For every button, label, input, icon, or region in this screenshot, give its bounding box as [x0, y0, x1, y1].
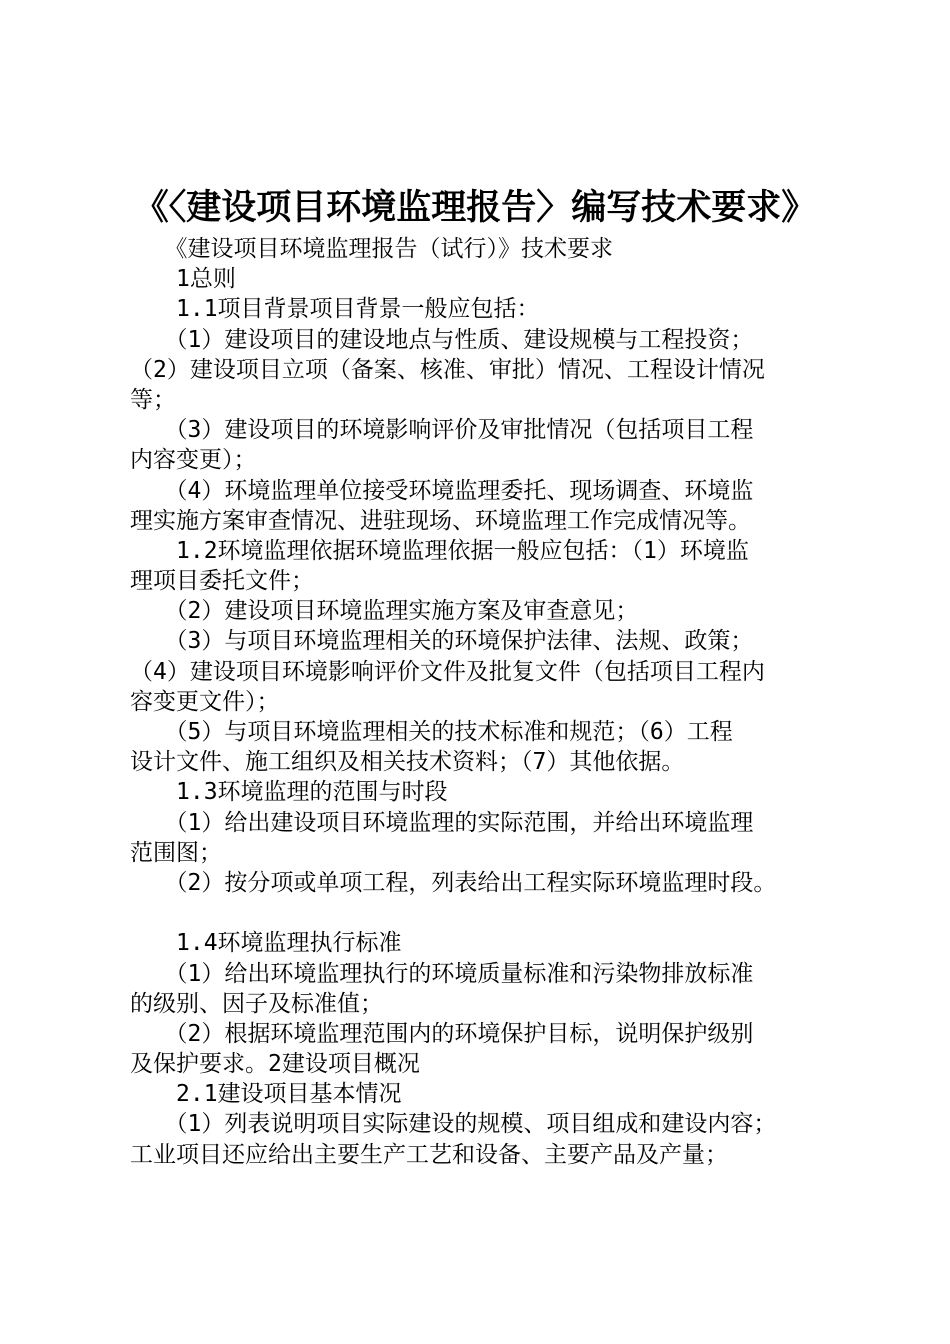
text-line: 等； — [130, 386, 176, 413]
text-line: 范围图； — [130, 839, 222, 866]
text-line: 的级别、因子及标准值； — [130, 990, 383, 1017]
document-body — [130, 234, 850, 1170]
text-line: （2）按分项或单项工程，列表给出工程实际环境监理时段。 — [130, 869, 777, 896]
text-line: 1.1项目背景项目背景一般应包括： — [130, 296, 540, 323]
text-line — [130, 898, 850, 928]
text-line: （3）与项目环境监理相关的环境保护法律、法规、政策； — [130, 628, 754, 655]
document-title: 《〈建设项目环境监理报告〉编写技术要求》 — [133, 187, 817, 228]
text-line: （2）建设项目立项（备案、核准、审批）情况、工程设计情况 — [130, 356, 765, 383]
text-line: （1）给出建设项目环境监理的实际范围，并给出环境监理 — [130, 809, 754, 836]
text-line: 2.1建设项目基本情况 — [130, 1081, 402, 1108]
text-line: 理实施方案审查情况、进驻现场、环境监理工作完成情况等。 — [130, 507, 751, 534]
text-line: （3）建设项目的环境影响评价及审批情况（包括项目工程 — [130, 417, 754, 444]
text-line: （5）与项目环境监理相关的技术标准和规范；（6）工程 — [130, 719, 733, 745]
text-line: 理项目委托文件； — [130, 568, 314, 595]
text-line: （1）列表说明项目实际建设的规模、项目组成和建设内容； — [130, 1111, 777, 1138]
text-line: 工业项目还应给出主要生产工艺和设备、主要产品及产量； — [130, 1141, 728, 1168]
text-line: 1.4环境监理执行标准 — [130, 930, 402, 957]
text-line: （4）建设项目环境影响评价文件及批复文件（包括项目工程内 — [130, 658, 765, 685]
text-line: （2）建设项目环境监理实施方案及审查意见； — [130, 598, 639, 625]
text-line: 内容变更）； — [130, 447, 257, 474]
text-line: （1）建设项目的建设地点与性质、建设规模与工程投资； — [130, 326, 754, 353]
text-line: 《建设项目环境监理报告（试行）》技术要求 — [130, 236, 613, 262]
text-line: （4）环境监理单位接受环境监理委托、现场调查、环境监 — [130, 477, 754, 504]
text-line: 容变更文件）； — [130, 688, 280, 715]
text-line: 设计文件、施工组织及相关技术资料；（7）其他依据。 — [130, 749, 685, 776]
text-line: 1.2环境监理依据环境监理依据一般应包括：（1）环境监 — [130, 537, 749, 564]
text-line: （2）根据环境监理范围内的环境保护目标，说明保护级别 — [130, 1020, 754, 1047]
text-line: 1总则 — [130, 266, 236, 293]
text-line: （1）给出环境监理执行的环境质量标准和污染物排放标准 — [130, 960, 754, 987]
text-line: 及保护要求。2建设项目概况 — [130, 1051, 420, 1078]
text-line: 1.3环境监理的范围与时段 — [130, 779, 448, 806]
